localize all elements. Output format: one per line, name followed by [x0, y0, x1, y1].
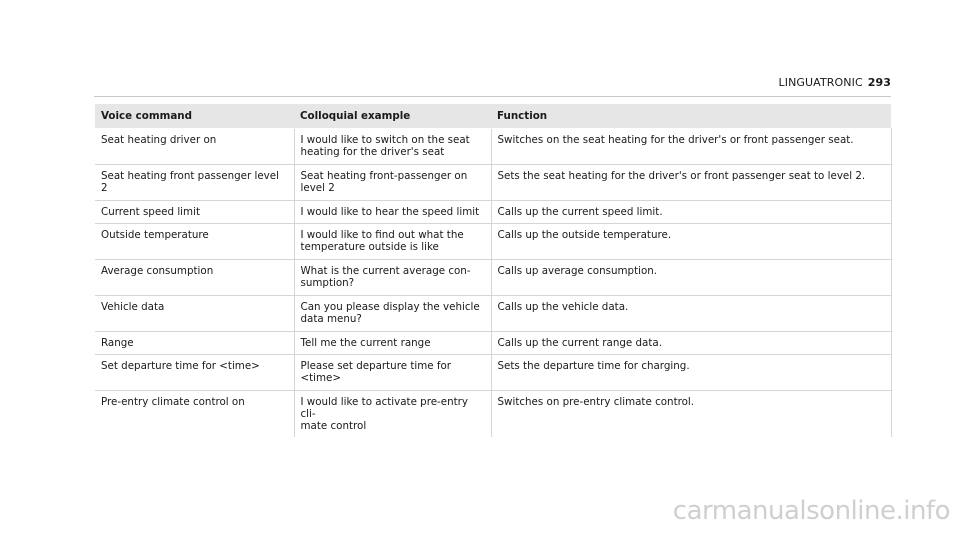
section-title: LINGUATRONIC — [778, 76, 863, 89]
function-cell — [491, 201, 891, 224]
cell-text: Average consumption — [101, 265, 214, 277]
table-row — [95, 391, 891, 438]
running-header — [779, 76, 892, 89]
voice-command-cell — [95, 296, 294, 332]
function-cell — [491, 332, 891, 355]
cell-text: Calls up the current range data. — [497, 337, 662, 349]
colloquial-example-cell — [294, 260, 491, 296]
cell-text: Current speed limit — [101, 206, 200, 218]
function-cell — [491, 165, 891, 201]
voice-command-cell — [95, 332, 294, 355]
voice-command-cell — [95, 355, 294, 391]
column-header-voice-command: Voice command — [95, 104, 294, 129]
cell-text: Pre-entry climate control on — [101, 396, 245, 408]
cell-text: Switches on pre-entry climate control. — [497, 396, 695, 408]
column-header-function: Function — [491, 104, 891, 129]
voice-command-cell — [95, 260, 294, 296]
table-row — [95, 260, 891, 296]
function-cell — [491, 296, 891, 332]
colloquial-example-cell — [294, 332, 491, 355]
colloquial-example-cell — [294, 224, 491, 260]
colloquial-example-cell — [294, 201, 491, 224]
cell-text: Calls up the vehicle data. — [497, 301, 629, 313]
cell-text: Outside temperature — [101, 229, 209, 241]
cell-text: I would like to find out what the temperature outside is like — [300, 229, 464, 253]
table-row — [95, 296, 891, 332]
table-row — [95, 201, 891, 224]
function-cell — [491, 260, 891, 296]
function-cell — [491, 355, 891, 391]
table-header-row — [95, 104, 891, 129]
cell-text: Calls up the outside temperature. — [497, 229, 672, 241]
page-number: 293 — [867, 76, 891, 89]
function-cell — [491, 224, 891, 260]
voice-command-cell — [95, 165, 294, 201]
cell-text: Can you please display the vehicle data menu? — [300, 301, 480, 325]
table-row — [95, 165, 891, 201]
table-row — [95, 332, 891, 355]
colloquial-example-cell — [294, 355, 491, 391]
cell-text: Seat heating driver on — [101, 134, 217, 146]
cell-text: I would like to activate pre-entry cli- mate control — [300, 396, 469, 432]
header-rule — [94, 96, 891, 97]
cell-text: Sets the seat heating for the driver's or front passenger seat to level 2. — [497, 170, 866, 182]
voice-command-cell — [95, 391, 294, 438]
colloquial-example-cell — [294, 296, 491, 332]
watermark: carmanualsonline.info — [672, 496, 950, 526]
voice-command-cell — [95, 201, 294, 224]
cell-text: What is the current average con- sumption? — [300, 265, 471, 289]
voice-command-cell — [95, 129, 294, 165]
cell-text: I would like to switch on the seat heating for the driver's seat — [300, 134, 470, 158]
colloquial-example-cell — [294, 129, 491, 165]
function-cell — [491, 129, 891, 165]
voice-command-cell — [95, 224, 294, 260]
cell-text: Calls up average consumption. — [497, 265, 658, 277]
cell-text: Range — [101, 337, 134, 349]
cell-text: Tell me the current range — [300, 337, 431, 349]
cell-text: Seat heating front passenger level 2 — [101, 170, 279, 194]
cell-text: Set departure time for <time> — [101, 360, 260, 372]
cell-text: I would like to hear the speed limit — [300, 206, 480, 218]
cell-text: Please set departure time for <time> — [300, 360, 452, 384]
column-header-colloquial-example: Colloquial example — [294, 104, 491, 129]
table-row — [95, 355, 891, 391]
cell-text: Calls up the current speed limit. — [497, 206, 663, 218]
cell-text: Seat heating front-passenger on level 2 — [300, 170, 468, 194]
cell-text: Vehicle data — [101, 301, 165, 313]
cell-text: Switches on the seat heating for the driver's or front passenger seat. — [497, 134, 854, 146]
function-cell — [491, 391, 891, 438]
colloquial-example-cell — [294, 165, 491, 201]
colloquial-example-cell — [294, 391, 491, 438]
cell-text: Sets the departure time for charging. — [497, 360, 690, 372]
table-row — [95, 224, 891, 260]
voice-command-table — [95, 104, 892, 437]
table-row — [95, 129, 891, 165]
